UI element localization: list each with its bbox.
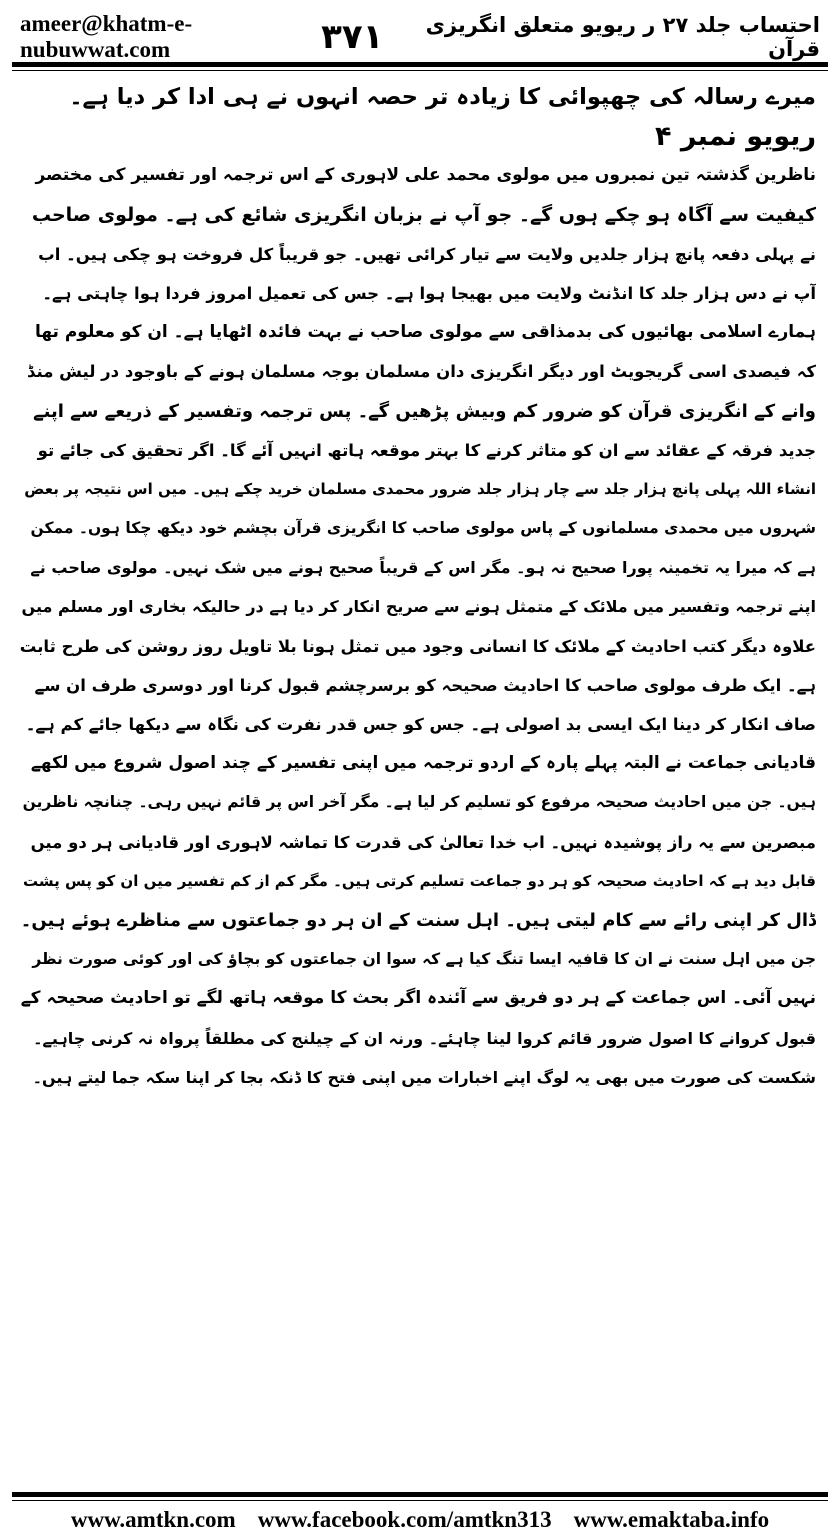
text-line: صاف انکار کر دینا ایک ایسی بد اصولی ہے۔ جس کو جس قدر نفرت کی نگاہ سے دیکھا جائے کم ہے۔ xyxy=(25,715,816,734)
footer-link-amtkn[interactable]: www.amtkn.com xyxy=(70,1507,236,1532)
header-right xyxy=(321,13,820,61)
text-line: ہے کہ میرا یہ تخمینہ پورا صحیح نہ ہو۔ مگر اس کے قریباً صحیح ہونے میں شک نہیں۔ مولوی صاحب نے xyxy=(30,558,816,578)
header-rule-thin xyxy=(12,70,828,71)
text-line: شکست کی صورت میں بھی یہ لوگ اپنے اخبارات میں اپنی فتح کا ڈنکہ بجا کر اپنا سکہ جما لیتے ہیں۔ xyxy=(32,1067,816,1087)
text-line: وانے کے انگریزی قرآن کو ضرور کم وبیش پڑھیں گے۔ پس ترجمہ وتفسیر کے ذریعے سے اپنے xyxy=(33,400,816,422)
text-line: نے پہلی دفعہ پانچ ہزار جلدیں ولایت سے تیار کرائی تھیں۔ جو قریباً کل فروخت ہو چکی ہیں۔ اب xyxy=(38,244,816,264)
text-line: کیفیت سے آگاہ ہو چکے ہوں گے۔ جو آپ نے بزبان انگریزی شائع کی ہے۔ مولوی صاحب xyxy=(31,203,816,226)
text-line: ہیں۔ جن میں احادیث صحیحہ مرفوع کو تسلیم کر لیا ہے۔ مگر آخر اس پر قائم نہیں رہی۔ چنانچہ ناظرین xyxy=(22,793,816,812)
text-line: ناظرین گذشتہ تین نمبروں میں مولوی محمد علی لاہوری کے اس ترجمہ اور تفسیر کی مختصر xyxy=(35,165,816,186)
text-line: ڈال کر اپنی رائے سے کام لیتی ہیں۔ اہل سنت کے ان ہر دو جماعتوں سے مناظرے ہوئے ہیں۔ xyxy=(20,909,816,931)
footer-link-facebook[interactable]: www.facebook.com/amtkn313 xyxy=(257,1507,552,1532)
header-title: احتساب جلد ۲۷ ر ریویو متعلق انگریزی قرآن xyxy=(425,13,820,61)
section-heading: ریویو نمبر ۴ xyxy=(654,121,816,153)
page-number: ۳۷۱ xyxy=(321,17,384,57)
text-line: قبول کروانے کا اصول ضرور قائم کروا لینا چاہئے۔ ورنہ ان کے چیلنج کی مطلقاً پرواہ نہ کرنی چاہیے۔ xyxy=(33,1028,816,1048)
footer-rule-thin xyxy=(12,1500,828,1501)
text-line: شہروں میں محمدی مسلمانوں کے پاس مولوی صاحب کا انگریزی قرآن بچشم خود دیکھ چکا ہوں۔ ممکن xyxy=(30,519,816,538)
text-line: آپ نے دس ہزار جلد کا انڈنٹ ولایت میں بھیجا ہوا ہے۔ جس کی تعمیل امروز فردا ہوا چاہتی ہے۔ xyxy=(42,283,816,303)
text-line: اپنے ترجمہ وتفسیر میں ملائک کے متمثل ہونے سے صریح انکار کر دیا ہے در حالیکہ بخاری اور مسلم میں xyxy=(21,597,816,617)
text-line: جن میں اہل سنت نے ان کا قافیہ ایسا تنگ کیا ہے کہ سوا ان جماعتوں کو بچاؤ کی اور کوئی صورت نظر xyxy=(32,950,816,969)
footer-link-emaktaba[interactable]: www.emaktaba.info xyxy=(573,1507,770,1532)
header-rule xyxy=(12,62,828,67)
text-line: مبصرین سے یہ راز پوشیدہ نہیں۔ اب خدا تعالیٰ کی قدرت کا تماشہ لاہوری اور قادیانی ہر دو میں xyxy=(30,832,816,852)
text-line: کہ فیصدی اسی گریجویٹ اور دیگر انگریزی دان مسلمان بوجہ مسلمان ہونے کے باوجود در لیش منڈ xyxy=(26,362,816,382)
header-email: ameer@khatm-e-nubuwwat.com xyxy=(20,11,193,62)
text-line: ہمارے اسلامی بھائیوں کی بدمذاقی سے مولوی صاحب نے بہت فائدہ اٹھایا ہے۔ ان کو معلوم تھا xyxy=(34,322,816,343)
text-line: انشاء اللہ پہلی پانچ ہزار جلد سے چار ہزار جلد ضرور محمدی مسلمان خرید چکے ہیں۔ میں اس نتیجہ پر بعض xyxy=(24,479,816,498)
body-text xyxy=(20,78,816,1097)
text-line: میرے رسالہ کی چھپوائی کا زیادہ تر حصہ انہوں نے ہی ادا کر دیا ہے۔ xyxy=(69,84,816,110)
text-line: نہیں آئی۔ اس جماعت کے ہر دو فریق سے آئندہ اگر بحث کا موقعہ ہاتھ لگے تو احادیث صحیحہ کے xyxy=(20,988,816,1009)
text-line: جدید فرقہ کے عقائد سے ان کو متاثر کرنے کا بہتر موقعہ ہاتھ انہیں آئے گا۔ اگر تحقیق کی جائے تو xyxy=(37,440,816,460)
footer-rule xyxy=(12,1492,828,1497)
text-line: قابل دید ہے کہ احادیث صحیحہ کو ہر دو جماعت تسلیم کرتی ہیں۔ مگر کم از کم تفسیر میں ان کو پس پشت xyxy=(23,871,816,890)
text-line: ہے۔ ایک طرف مولوی صاحب کا احادیث صحیحہ کو برسرچشم قبول کرنا اور دوسری طرف ان سے xyxy=(34,675,816,695)
text-line: قادیانی جماعت نے البتہ پہلے پارہ کے اردو ترجمہ میں اپنی تفسیر کے چند اصول شروع میں لکھے xyxy=(30,753,816,774)
page-footer xyxy=(0,1504,840,1536)
text-line: علاوہ دیگر کتب احادیث کے ملائک کا انسانی وجود میں تمثل ہونا بلا تاویل روز روشن کی طرح ثابت xyxy=(20,636,816,656)
page-header xyxy=(20,11,820,62)
